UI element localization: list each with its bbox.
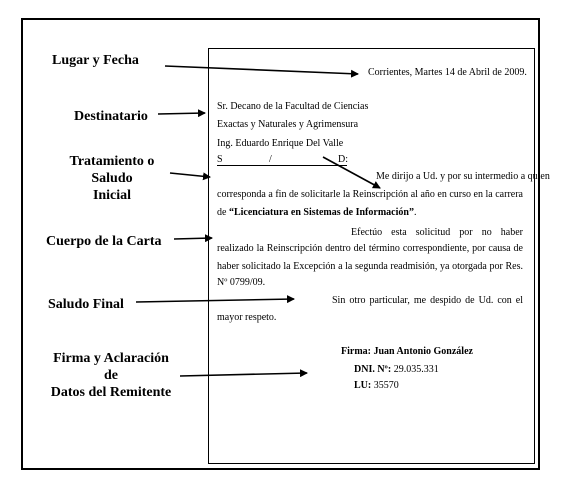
arrow-tratamiento — [170, 173, 210, 177]
dni-label: DNI. Nº: — [354, 364, 392, 375]
body-p2-line3: haber solicitado la Excepción a la segunda readmisión, ya otorgada por Res. — [217, 261, 523, 272]
label-firma-line3: Datos del Remitente — [50, 385, 172, 400]
label-cuerpo: Cuerpo de la Carta — [46, 234, 162, 249]
arrow-saludo-final — [136, 299, 294, 302]
body-p1-line2: corresponda a fin de solicitarle la Reinscripción al año en curso en la carrera — [217, 189, 523, 200]
body-p2-line2: realizado la Reinscripción dentro del término correspondiente, por causa de — [217, 243, 523, 254]
label-destinatario: Destinatario — [74, 109, 148, 124]
label-lugar-fecha: Lugar y Fecha — [52, 53, 139, 68]
dni-value: 29.035.331 — [393, 364, 439, 375]
arrow-cuerpo — [174, 238, 212, 239]
arrow-lugar-fecha — [165, 66, 358, 74]
label-saludo-final: Saludo Final — [48, 297, 124, 312]
label-tratamiento-line1: Tratamiento o — [69, 154, 155, 169]
label-tratamiento-line3: Inicial — [92, 188, 132, 203]
arrow-destinatario — [158, 113, 205, 114]
body-p1-line3 — [217, 207, 416, 219]
label-firma-line2: de — [104, 368, 118, 383]
closing-line1: Sin otro particular, me despido de Ud. con el — [332, 295, 523, 306]
salutation-d: D: — [338, 154, 348, 165]
salutation-underline — [217, 165, 347, 166]
signature-lu — [354, 380, 399, 392]
salutation-s: S — [217, 154, 223, 165]
signature-dni — [354, 364, 439, 376]
body-p1-suffix: . — [413, 207, 417, 218]
label-firma-line1: Firma y Aclaración — [53, 351, 169, 366]
salutation-slash: / — [269, 154, 272, 165]
recipient-line-3: Ing. Eduardo Enrique Del Valle — [217, 138, 344, 149]
lu-value: 35570 — [373, 380, 399, 391]
recipient-line-2: Exactas y Naturales y Agrimensura — [217, 119, 359, 130]
label-tratamiento-line2: Saludo — [91, 171, 133, 186]
letter-date: Corrientes, Martes 14 de Abril de 2009. — [368, 67, 527, 78]
arrow-firma — [180, 373, 307, 376]
arrow-body-diagonal — [323, 157, 380, 188]
closing-line2: mayor respeto. — [217, 312, 277, 323]
lu-label: LU: — [354, 380, 372, 391]
body-p2-line4: Nº 0799/09. — [217, 277, 266, 288]
body-p1-prefix: de — [217, 207, 229, 218]
body-p1-line1: Me dirijo a Ud. y por su intermedio a quien — [376, 171, 550, 182]
body-p1-career: “Licenciatura en Sistemas de Información” — [228, 207, 414, 218]
signature-name: Firma: Juan Antonio González — [341, 346, 473, 357]
recipient-line-1: Sr. Decano de la Facultad de Ciencias — [217, 101, 369, 112]
body-p2-line1: Efectúo esta solicitud por no haber — [351, 227, 523, 238]
